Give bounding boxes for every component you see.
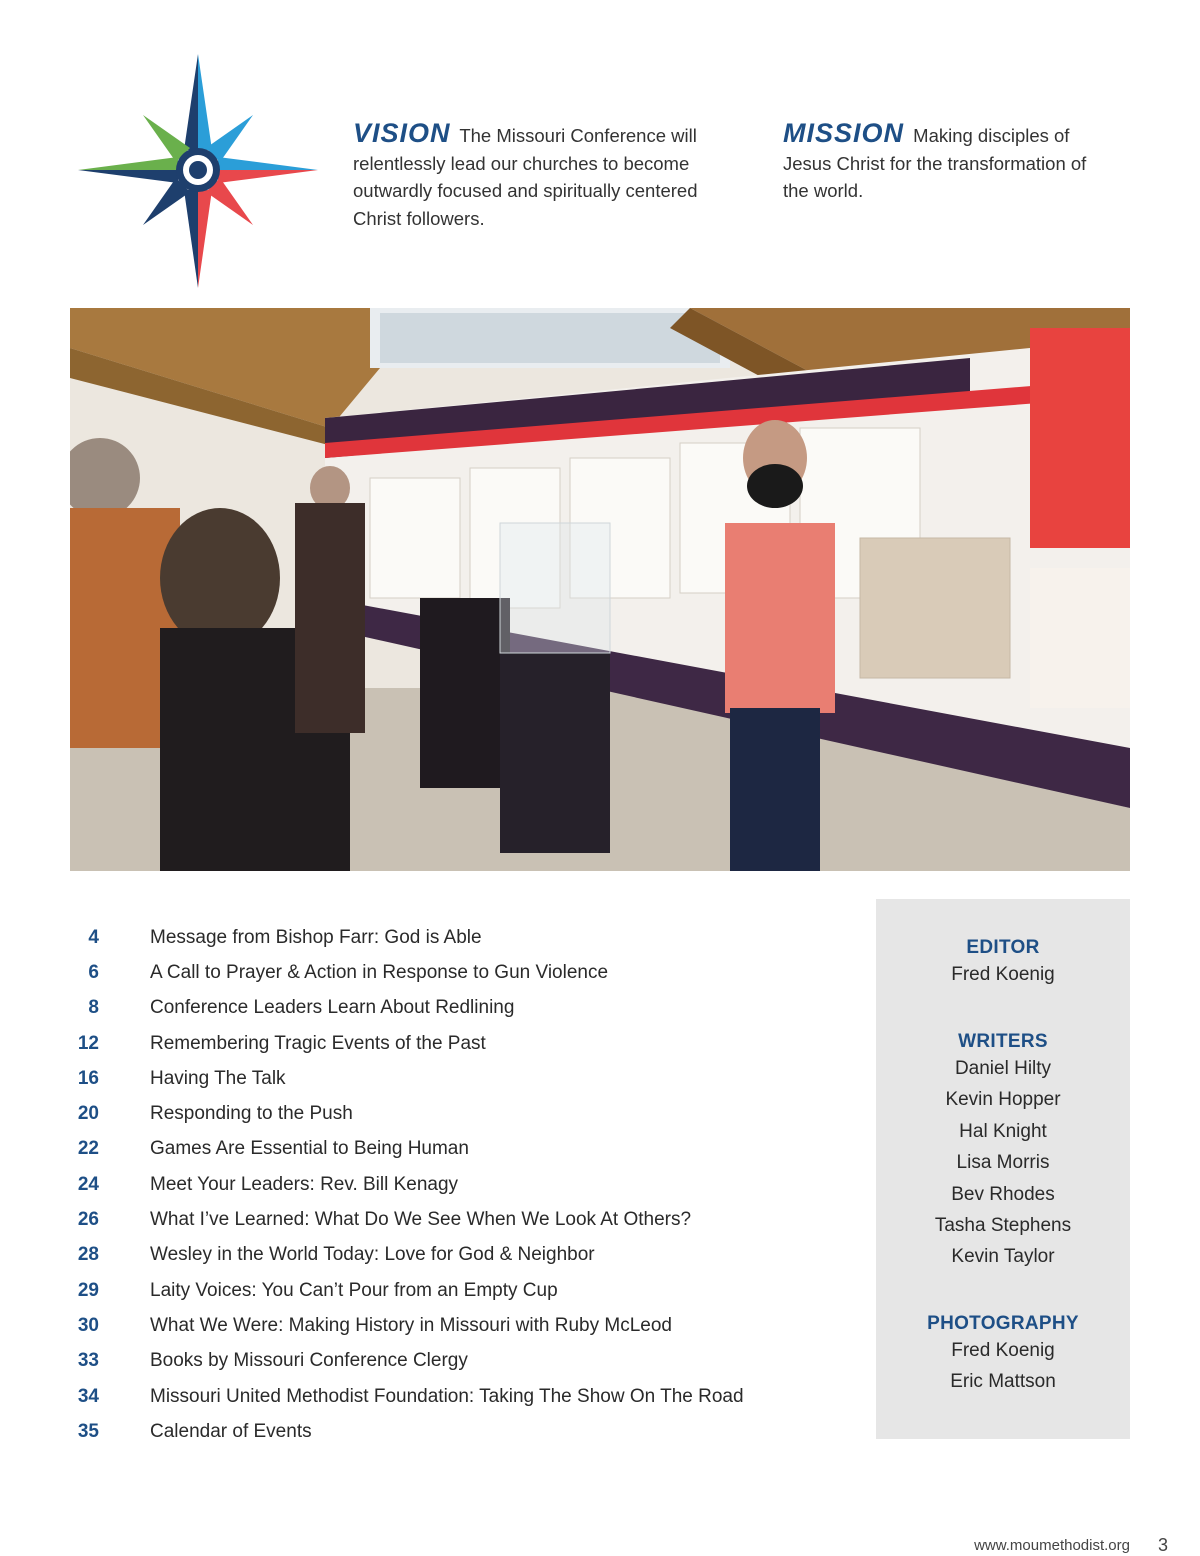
- mission-text: Making disciples of Jesus Christ for the transformation of the world.: [783, 125, 1087, 201]
- toc-page-number: 29: [77, 1279, 99, 1301]
- toc-entry[interactable]: [60, 1414, 840, 1449]
- vision-keyword: VISION: [353, 118, 451, 148]
- vision-text: The Missouri Conference will relentlessly lead our churches to become outwardly focused and spiritually centered Christ followers.: [353, 125, 698, 229]
- toc-page-number: 4: [88, 926, 99, 948]
- toc-page-number: 6: [88, 961, 99, 983]
- toc-title: Missouri United Methodist Foundation: Taking The Show On The Road: [150, 1385, 744, 1407]
- toc-page-number: 24: [77, 1173, 99, 1195]
- toc-entry[interactable]: [60, 1238, 840, 1273]
- toc-page-number: 35: [77, 1420, 99, 1442]
- table-of-contents: [60, 920, 840, 1449]
- toc-page-number: 12: [77, 1032, 99, 1054]
- toc-page-number: 30: [77, 1314, 99, 1336]
- toc-entry[interactable]: [60, 1202, 840, 1237]
- editor-heading: EDITOR: [966, 937, 1040, 958]
- toc-page-number: 34: [77, 1385, 99, 1407]
- toc-entry[interactable]: [60, 1096, 840, 1131]
- toc-title: Games Are Essential to Being Human: [150, 1138, 469, 1160]
- toc-entry[interactable]: [60, 1344, 840, 1379]
- toc-entry[interactable]: [60, 991, 840, 1026]
- writer-name: Hal Knight: [959, 1120, 1047, 1142]
- toc-page-number: 33: [77, 1350, 99, 1372]
- toc-page-number: 20: [77, 1103, 99, 1125]
- toc-title: What I’ve Learned: What Do We See When We Look At Others?: [150, 1209, 692, 1231]
- toc-page-number: 16: [77, 1067, 99, 1089]
- toc-entry[interactable]: [60, 1061, 840, 1096]
- toc-title: Calendar of Events: [150, 1420, 312, 1442]
- writers-heading: WRITERS: [958, 1031, 1048, 1052]
- writers-section: [876, 1031, 1130, 1273]
- toc-entry[interactable]: [60, 1273, 840, 1308]
- toc-entry[interactable]: [60, 1379, 840, 1414]
- toc-entry[interactable]: [60, 1132, 840, 1167]
- page-number: 3: [1158, 1535, 1169, 1555]
- writer-name: Lisa Morris: [956, 1152, 1050, 1174]
- compass-star-icon: [76, 52, 320, 292]
- writer-name: Kevin Taylor: [951, 1246, 1055, 1268]
- photographer-name: Fred Koenig: [951, 1340, 1055, 1361]
- toc-entry[interactable]: [60, 920, 840, 955]
- writer-name: Daniel Hilty: [954, 1058, 1052, 1079]
- photographer-name: Eric Mattson: [950, 1371, 1056, 1393]
- writer-name: Bev Rhodes: [951, 1183, 1055, 1205]
- toc-title: Meet Your Leaders: Rev. Bill Kenagy: [150, 1173, 459, 1195]
- photography-heading: PHOTOGRAPHY: [927, 1313, 1079, 1334]
- writer-name: Tasha Stephens: [934, 1215, 1072, 1237]
- toc-title: Wesley in the World Today: Love for God & Neighbor: [150, 1244, 595, 1266]
- toc-entry[interactable]: [60, 1026, 840, 1061]
- toc-title: Laity Voices: You Can’t Pour from an Empty Cup: [150, 1279, 558, 1301]
- mission-statement: [783, 120, 1113, 205]
- exhibit-photo: [70, 308, 1130, 871]
- toc-title: Having The Talk: [150, 1067, 286, 1089]
- toc-page-number: 28: [77, 1244, 99, 1266]
- toc-entry[interactable]: [60, 1167, 840, 1202]
- vision-statement: [353, 120, 743, 232]
- toc-page-number: 8: [88, 997, 99, 1019]
- toc-title: What We Were: Making History in Missouri with Ruby McLeod: [150, 1314, 672, 1336]
- website-url[interactable]: www.moumethodist.org: [974, 1537, 1130, 1554]
- toc-title: A Call to Prayer & Action in Response to Gun Violence: [150, 961, 609, 983]
- writer-name: Kevin Hopper: [945, 1089, 1061, 1111]
- mission-keyword: MISSION: [783, 118, 905, 148]
- toc-entry[interactable]: [60, 955, 840, 990]
- toc-page-number: 26: [77, 1209, 99, 1231]
- editor-name: Fred Koenig: [951, 964, 1055, 985]
- credits-panel: [876, 899, 1130, 1439]
- toc-title: Books by Missouri Conference Clergy: [150, 1350, 468, 1372]
- toc-title: Conference Leaders Learn About Redlining: [150, 997, 515, 1019]
- toc-title: Remembering Tragic Events of the Past: [150, 1032, 486, 1054]
- toc-entry[interactable]: [60, 1308, 840, 1343]
- toc-page-number: 22: [77, 1138, 99, 1160]
- photography-section: [876, 1313, 1130, 1398]
- toc-title: Message from Bishop Farr: God is Able: [150, 926, 482, 948]
- editor-section: [876, 937, 1130, 990]
- toc-title: Responding to the Push: [150, 1103, 353, 1125]
